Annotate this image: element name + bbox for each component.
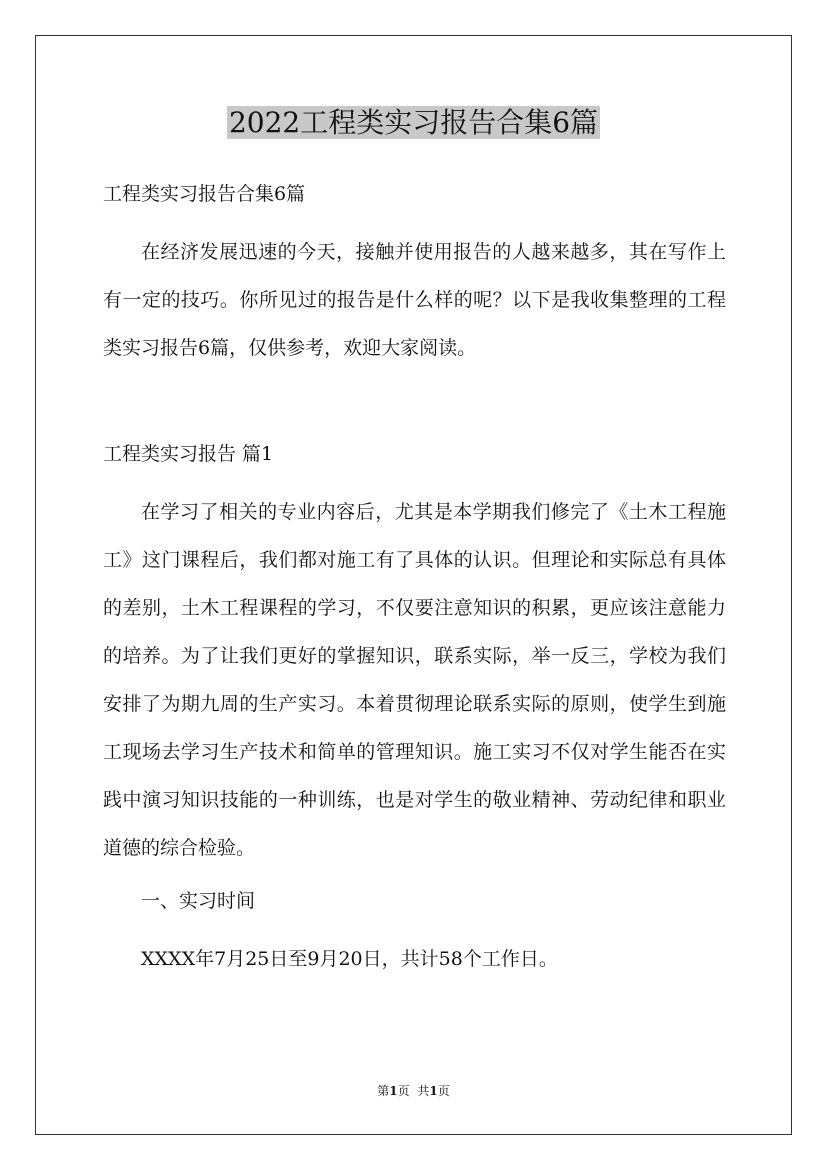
footer-total-suffix: 页 xyxy=(437,1084,450,1098)
footer-total-label: 共 xyxy=(417,1084,430,1098)
document-title xyxy=(0,101,827,145)
item-paragraph: XXXX年7月25日至9月20日，共计58个工作日。 xyxy=(141,948,558,970)
footer-page-number: 1 xyxy=(389,1084,398,1098)
document-subtitle: 工程类实习报告合集6篇 xyxy=(103,183,306,205)
footer-total-number: 1 xyxy=(429,1084,438,1098)
intro-paragraph: 在经济发展迅速的今天，接触并使用报告的人越来越多，其在写作上有一定的技巧。你所见过的报告是什么样的呢？以下是我收集整理的工程类实习报告6篇，仅供参考，欢迎大家阅读。 xyxy=(103,241,726,359)
section-paragraph: 在学习了相关的专业内容后，尤其是本学期我们修完了《土木工程施工》这门课程后，我们都对施工有了具体的认识。但理论和实际总有具体的差别，土木工程课程的学习，不仅要注意知识的积累，更应该注意能力的培养。为了让我们更好的掌握知识，联系实际，举一反三，学校为我们安排了为期九周的生产实习。本着贯彻理论联系实际的原则，使学生到施工现场去学习生产技术和简单的管理知识。施工实习不仅对学生能否在实践中演习知识技能的一种训练，也是对学生的敬业精神、劳动纪律和职业道德的综合检验。 xyxy=(103,501,726,859)
footer-page-label: 第 xyxy=(377,1084,390,1098)
item-heading: 一、实习时间 xyxy=(141,890,256,912)
page-footer xyxy=(0,1082,827,1100)
section-heading: 工程类实习报告 篇1 xyxy=(103,443,274,465)
document-body xyxy=(103,170,726,983)
footer-page-suffix: 页 xyxy=(397,1084,410,1098)
document-title-text: 2022工程类实习报告合集6篇 xyxy=(228,106,599,139)
